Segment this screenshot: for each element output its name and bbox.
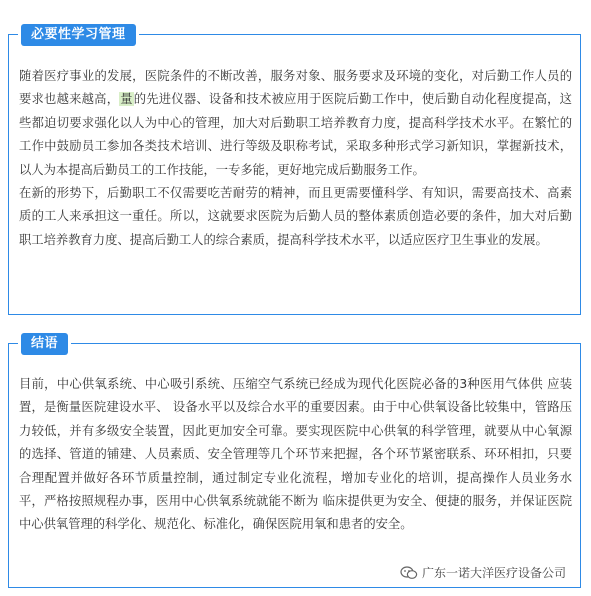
- watermark: [398, 564, 568, 581]
- section-title-conclusion: 结语: [21, 333, 68, 355]
- wechat-icon: [400, 566, 418, 580]
- watermark-text: 广东一诺大洋医疗设备公司: [421, 566, 566, 580]
- section-title-necessity: 必要性学习管理: [21, 24, 136, 46]
- paragraph-text: 的先进仪器、设备和技术被应用于医院后勤工作中，使后勤自动化程度提高，这些都迫切要求强化以人为中心的管理，加大对后勤职工培养教育力度，提高科学技术水平。在繁忙的工作中鼓励员工参加各类技术培训、进行等级及职称考试，采取多种形式学习新知识，掌握新技术，以人为本提高后勤员工的工作技能，一专多能，更好地完成后勤服务工作。: [19, 92, 572, 177]
- section-body-necessity: [19, 65, 572, 252]
- highlighted-text: 量: [120, 92, 133, 107]
- section-conclusion: [8, 336, 581, 588]
- section-necessity: [8, 27, 581, 315]
- paragraph: [19, 65, 572, 182]
- section-body-conclusion: [19, 373, 572, 537]
- paragraph: 在新的形势下，后勤职工不仅需要吃苦耐劳的精神，而且更需要懂科学、有知识，需要高技术、高素质的工人来承担这一重任。所以，这就要求医院为后勤人员的整体素质创造必要的条件，加大对后勤职工培养教育力度、提高后勤工人的综合素质，提高科学技术水平，以适应医疗卫生事业的发展。: [19, 186, 572, 247]
- paragraph: 目前，中心供氧系统、中心吸引系统、压缩空气系统已经成为现代化医院必备的3种医用气体供 应装置，是衡量医院建设水平、 设备水平以及综合水平的重要因素。由于中心供氧设备比较集中，管路压力较低，并有多级安全装置，因此更加安全可靠。要实现医院中心供氧的科学管理，就要从中心氧源的选择、管道的铺建、人员素质、安全管理等几个环节来把握，各个环节紧密联系、环环相扣，只要合理配置并做好各环节质量控制，通过制定专业化流程，增加专业化的培训，提高操作人员业务水平，严格按照规程办事，医用中心供氧系统就能不断为 临床提供更为安全、便捷的服务，并保证医院中心供氧管理的科学化、规范化、标准化，确保医院用氧和患者的安全。: [19, 377, 572, 532]
- paragraph-text: 随着医疗事业的发展，医院条件的不断改善，服务对象、服务要求及环境的变化，对后勤工作人员的要求也越来越高，: [19, 69, 572, 107]
